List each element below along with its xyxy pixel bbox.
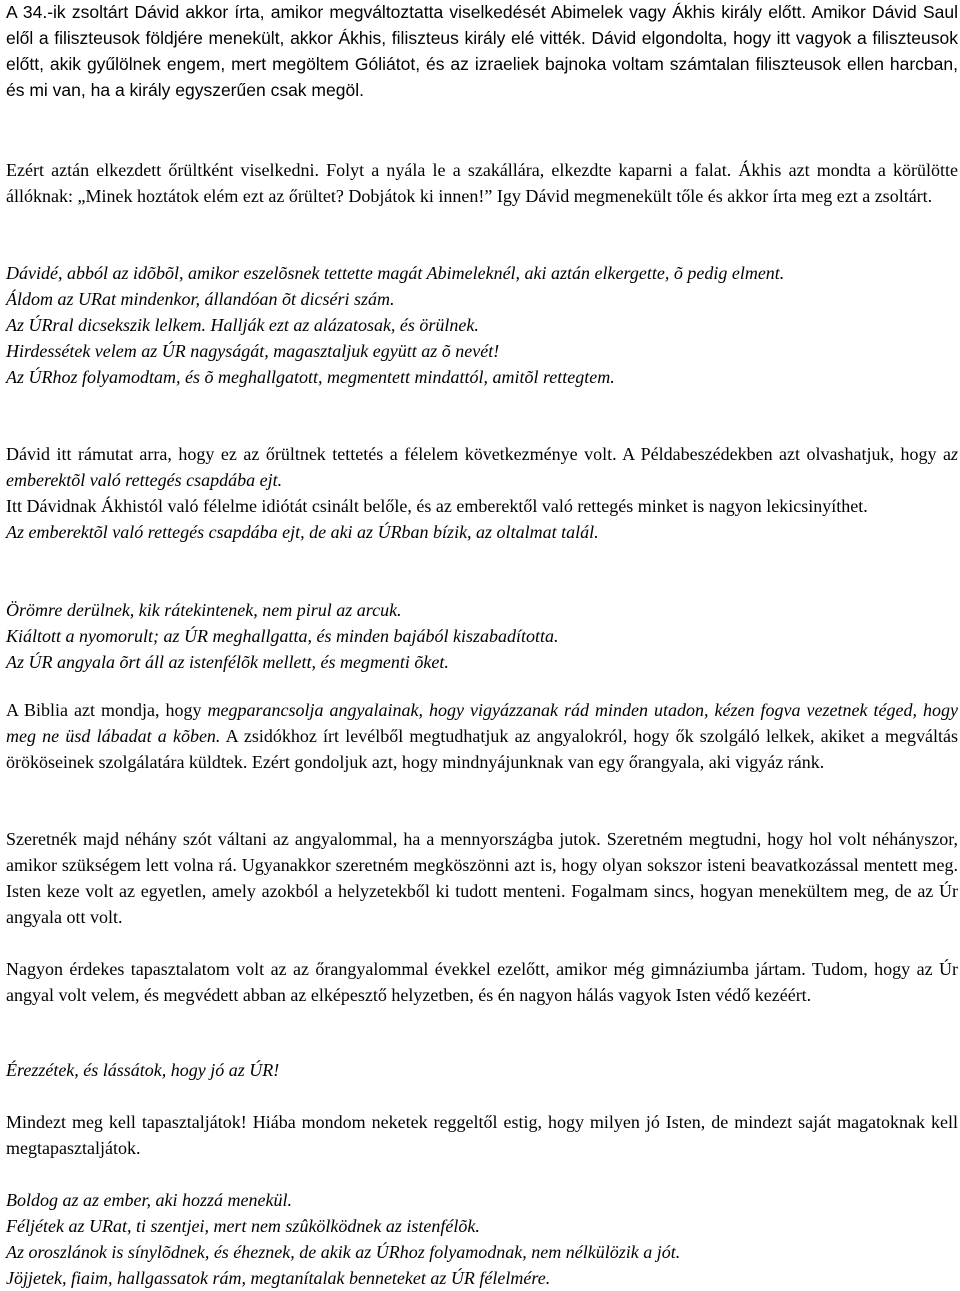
intro-paragraph: A 34.-ik zsoltárt Dávid akkor írta, amikor megváltoztatta viselkedését Abimelek vagy Ákhis király előtt. Amikor Dávid Saul elől a filiszteusok földjére menekült, akkor Ákhis, filiszteus király elé vitték. Dávid elgondolta, hogy itt vagyok a filiszteusok előtt, akik gyűlölnek engem, mert megöltem Góliátot, és az izraeliek bajnoka voltam számtalan filiszteusok ellen harcban, és mi van, ha a király egyszerűen csak megöl. bbox=[6, 2, 958, 100]
paragraph-angels: A Biblia azt mondja, hogy megparancsolja angyalainak, hogy vigyázzanak rád minden utadon, kézen fogva vezetnek téged, hogy meg ne üsd lábadat a kõben. A zsidókhoz írt levélből megtudhatjuk az angyalokról, hogy ők szolgáló lelkek, akiket a megváltás örököseinek szolgálatára küldtek. Ezért gondoljuk azt, hogy mindnyájunknak van egy őrangyala, aki vigyáz ránk. bbox=[6, 700, 958, 772]
paragraph-heaven: Szeretnék majd néhány szót váltani az angyalommal, ha a mennyországba jutok. Szeretném megtudni, hogy hol volt néhányszor, amikor szükségem lett volna rá. Ugyanakkor szeretném megköszönni azt is, hogy olyan sokszor isteni beavatkozással mentett meg. Isten keze volt az egyetlen, amely azokból a helyzetekből ki tudott menteni. Fogalmam sincs, hogyan menekültem meg, de az Úr angyala ott volt. bbox=[6, 829, 958, 927]
paragraph-experience: Nagyon érdekes tapasztalatom volt az az őrangyalommal évekkel ezelőtt, amikor még gimnáziumba jártam. Tudom, hogy az Úr angyal volt velem, és megvédett abban az elképesztő helyzetben, és én nagyon hálás vagyok Isten védő kezéért. bbox=[6, 959, 958, 1005]
psalm-quote-2: Örömre derülnek, kik rátekintenek, nem pirul az arcuk. Kiáltott a nyomorult; az ÚR meghallgatta, és minden bajából kiszabadította. Az ÚR angyala õrt áll az istenfélõk mellett, és megmenti õket. bbox=[6, 600, 559, 672]
exclamation-line: Érezzétek, és lássátok, hogy jó az ÚR! bbox=[6, 1060, 280, 1080]
fear-line-1: Dávid itt rámutat arra, hogy ez az őrültnek tettetés a félelem következménye volt. A Példabeszédekben azt olvashatjuk, hogy az emberektõl való rettegés csapdába ejt. bbox=[6, 444, 958, 490]
psalm-quote-1: Dávidé, abból az idõbõl, amikor eszelõsnek tettette magát Abimeleknél, aki aztán elkergette, õ pedig elment. Áldom az URat mindenkor, állandóan õt dicséri szám. Az ÚRral dicsekszik lelkem. Hallják ezt az alázatosak, és örülnek. Hirdessétek velem az ÚR nagyságát, magasztaljuk együtt az õ nevét! Az ÚRhoz folyamodtam, és õ meghallgatott, megmentett mindattól, amitõl rettegtem. bbox=[6, 263, 785, 387]
paragraph-taste: Mindezt meg kell tapasztaljátok! Hiába mondom neketek reggeltől estig, hogy milyen jó Isten, de mindezt saját magatoknak kell megtapasztaljátok. bbox=[6, 1112, 958, 1158]
psalm-quote-3: Boldog az az ember, aki hozzá menekül. Féljétek az URat, ti szentjei, mert nem szûkölködnek az istenfélõk. Az oroszlánok is sínylõdnek, és éheznek, de akik az ÚRhoz folyamodnak, nem nélkülözik a jót. Jöjjetek, fiaim, hallgassatok rám, megtanítalak benneteket az ÚR félelmére. bbox=[6, 1190, 681, 1288]
paragraph-madness: Ezért aztán elkezdett őrültként viselkedni. Folyt a nyála le a szakállára, elkezdte kaparni a falat. Ákhis azt mondta a körülötte állóknak: „Minek hoztátok elém ezt az őrültet? Dobjátok ki innen!” Igy Dávid megmenekült tőle és akkor írta meg ezt a zsoltárt. bbox=[6, 160, 958, 206]
paragraph-fear: Dávid itt rámutat arra, hogy ez az őrültnek tettetés a félelem következménye volt. A Példabeszédekben azt olvashatjuk, hogy az emberektõl való rettegés csapdába ejt. Itt Dávidnak Ákhistól való félelme idiótát csinált belőle, és az emberektől való rettegés minket is nagyon lekicsinyíthet. Az emberektõl való rettegés csapdába ejt, de aki az ÚRban bízik, az oltalmat talál. bbox=[6, 441, 958, 545]
